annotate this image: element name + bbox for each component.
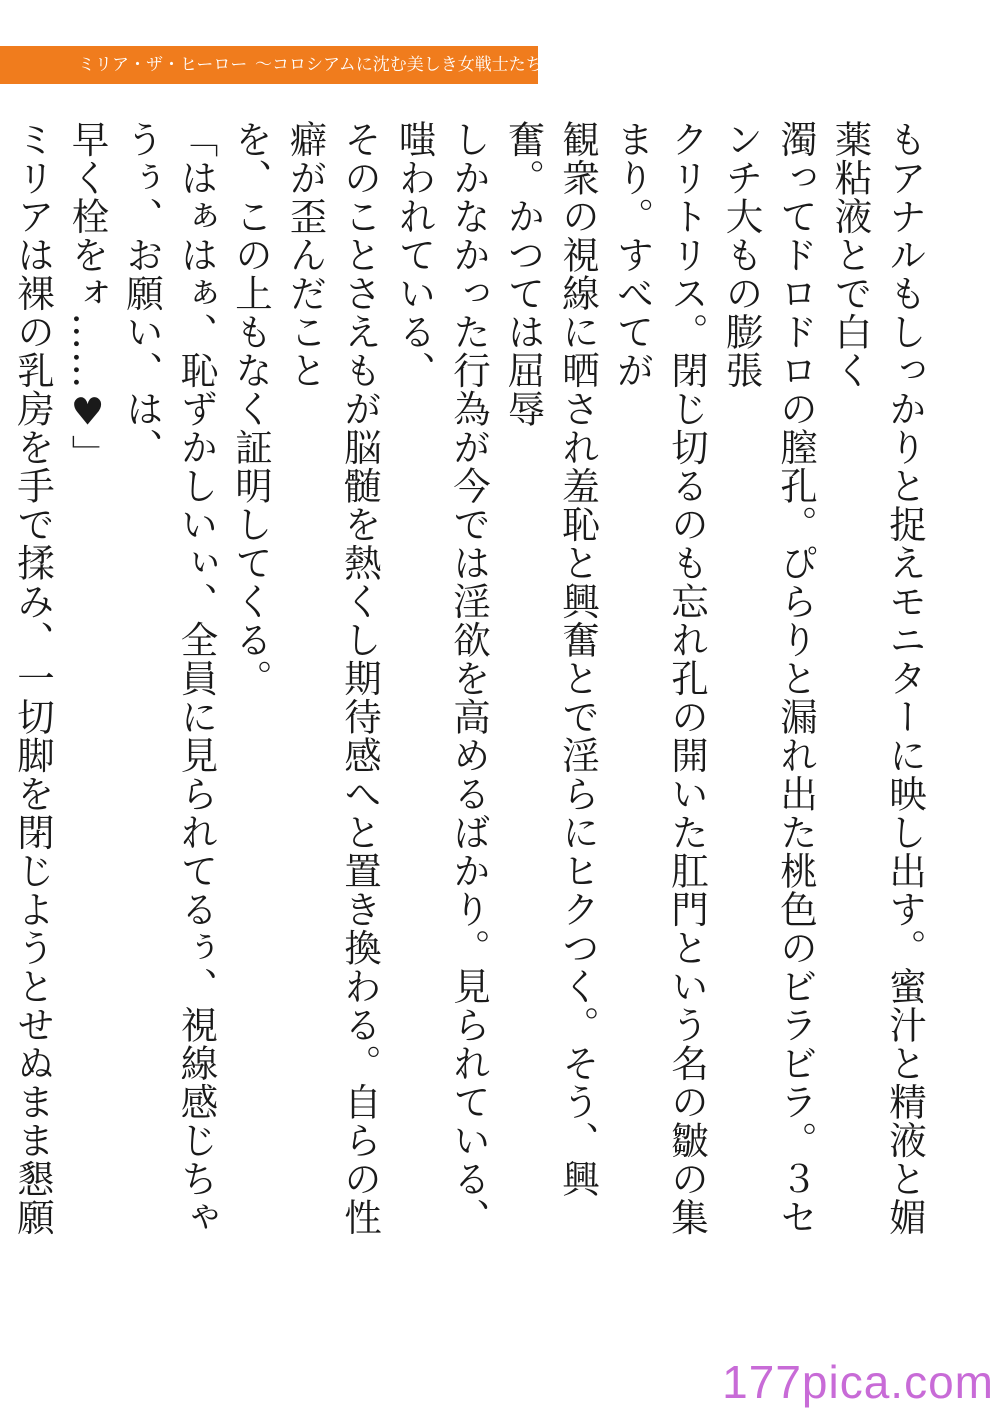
watermark-text: 177pica.com xyxy=(722,1356,994,1408)
paragraph: もアナルもしっかりと捉えモニターに映し出す。蜜汁と精液と媚薬粘液とで白く 濁ってドロドロの膣孔。ぴらりと漏れ出た桃色のビラビラ。３センチ大もの膨張 クリトリス。閉じ切るのも忘れ孔の開いた肛門という名の皺の集まり。すべてが 観衆の視線に晒され羞恥と興奮とで淫らにヒクつく。そう、興奮。かつては屈辱 しかなかった行為が今では淫欲を高めるばかり。見られている、嗤われている、 そのことさえもが脳髄を熱くし期待感へと置き換わる。自らの性癖が歪んだこと を、この上もなく証明してくる。 xyxy=(229,120,927,1237)
paragraph: ミリアは裸の乳房を手で揉み、一切脚を閉じようとせぬまま懇願 xyxy=(11,120,55,1237)
running-head-title: ミリア・ザ・ヒーロー xyxy=(78,55,248,75)
running-head-subtitle: 〜コロシアムに沈む美しき女戦士たち〜 xyxy=(255,55,560,75)
vertical-body-text xyxy=(11,120,932,1240)
paragraph: 「はぁはぁ、恥ずかしいぃ、全員に見られてるぅ、視線感じちゃうぅ、お願い、は、 早く栓をォ……♥」 xyxy=(65,120,219,1237)
